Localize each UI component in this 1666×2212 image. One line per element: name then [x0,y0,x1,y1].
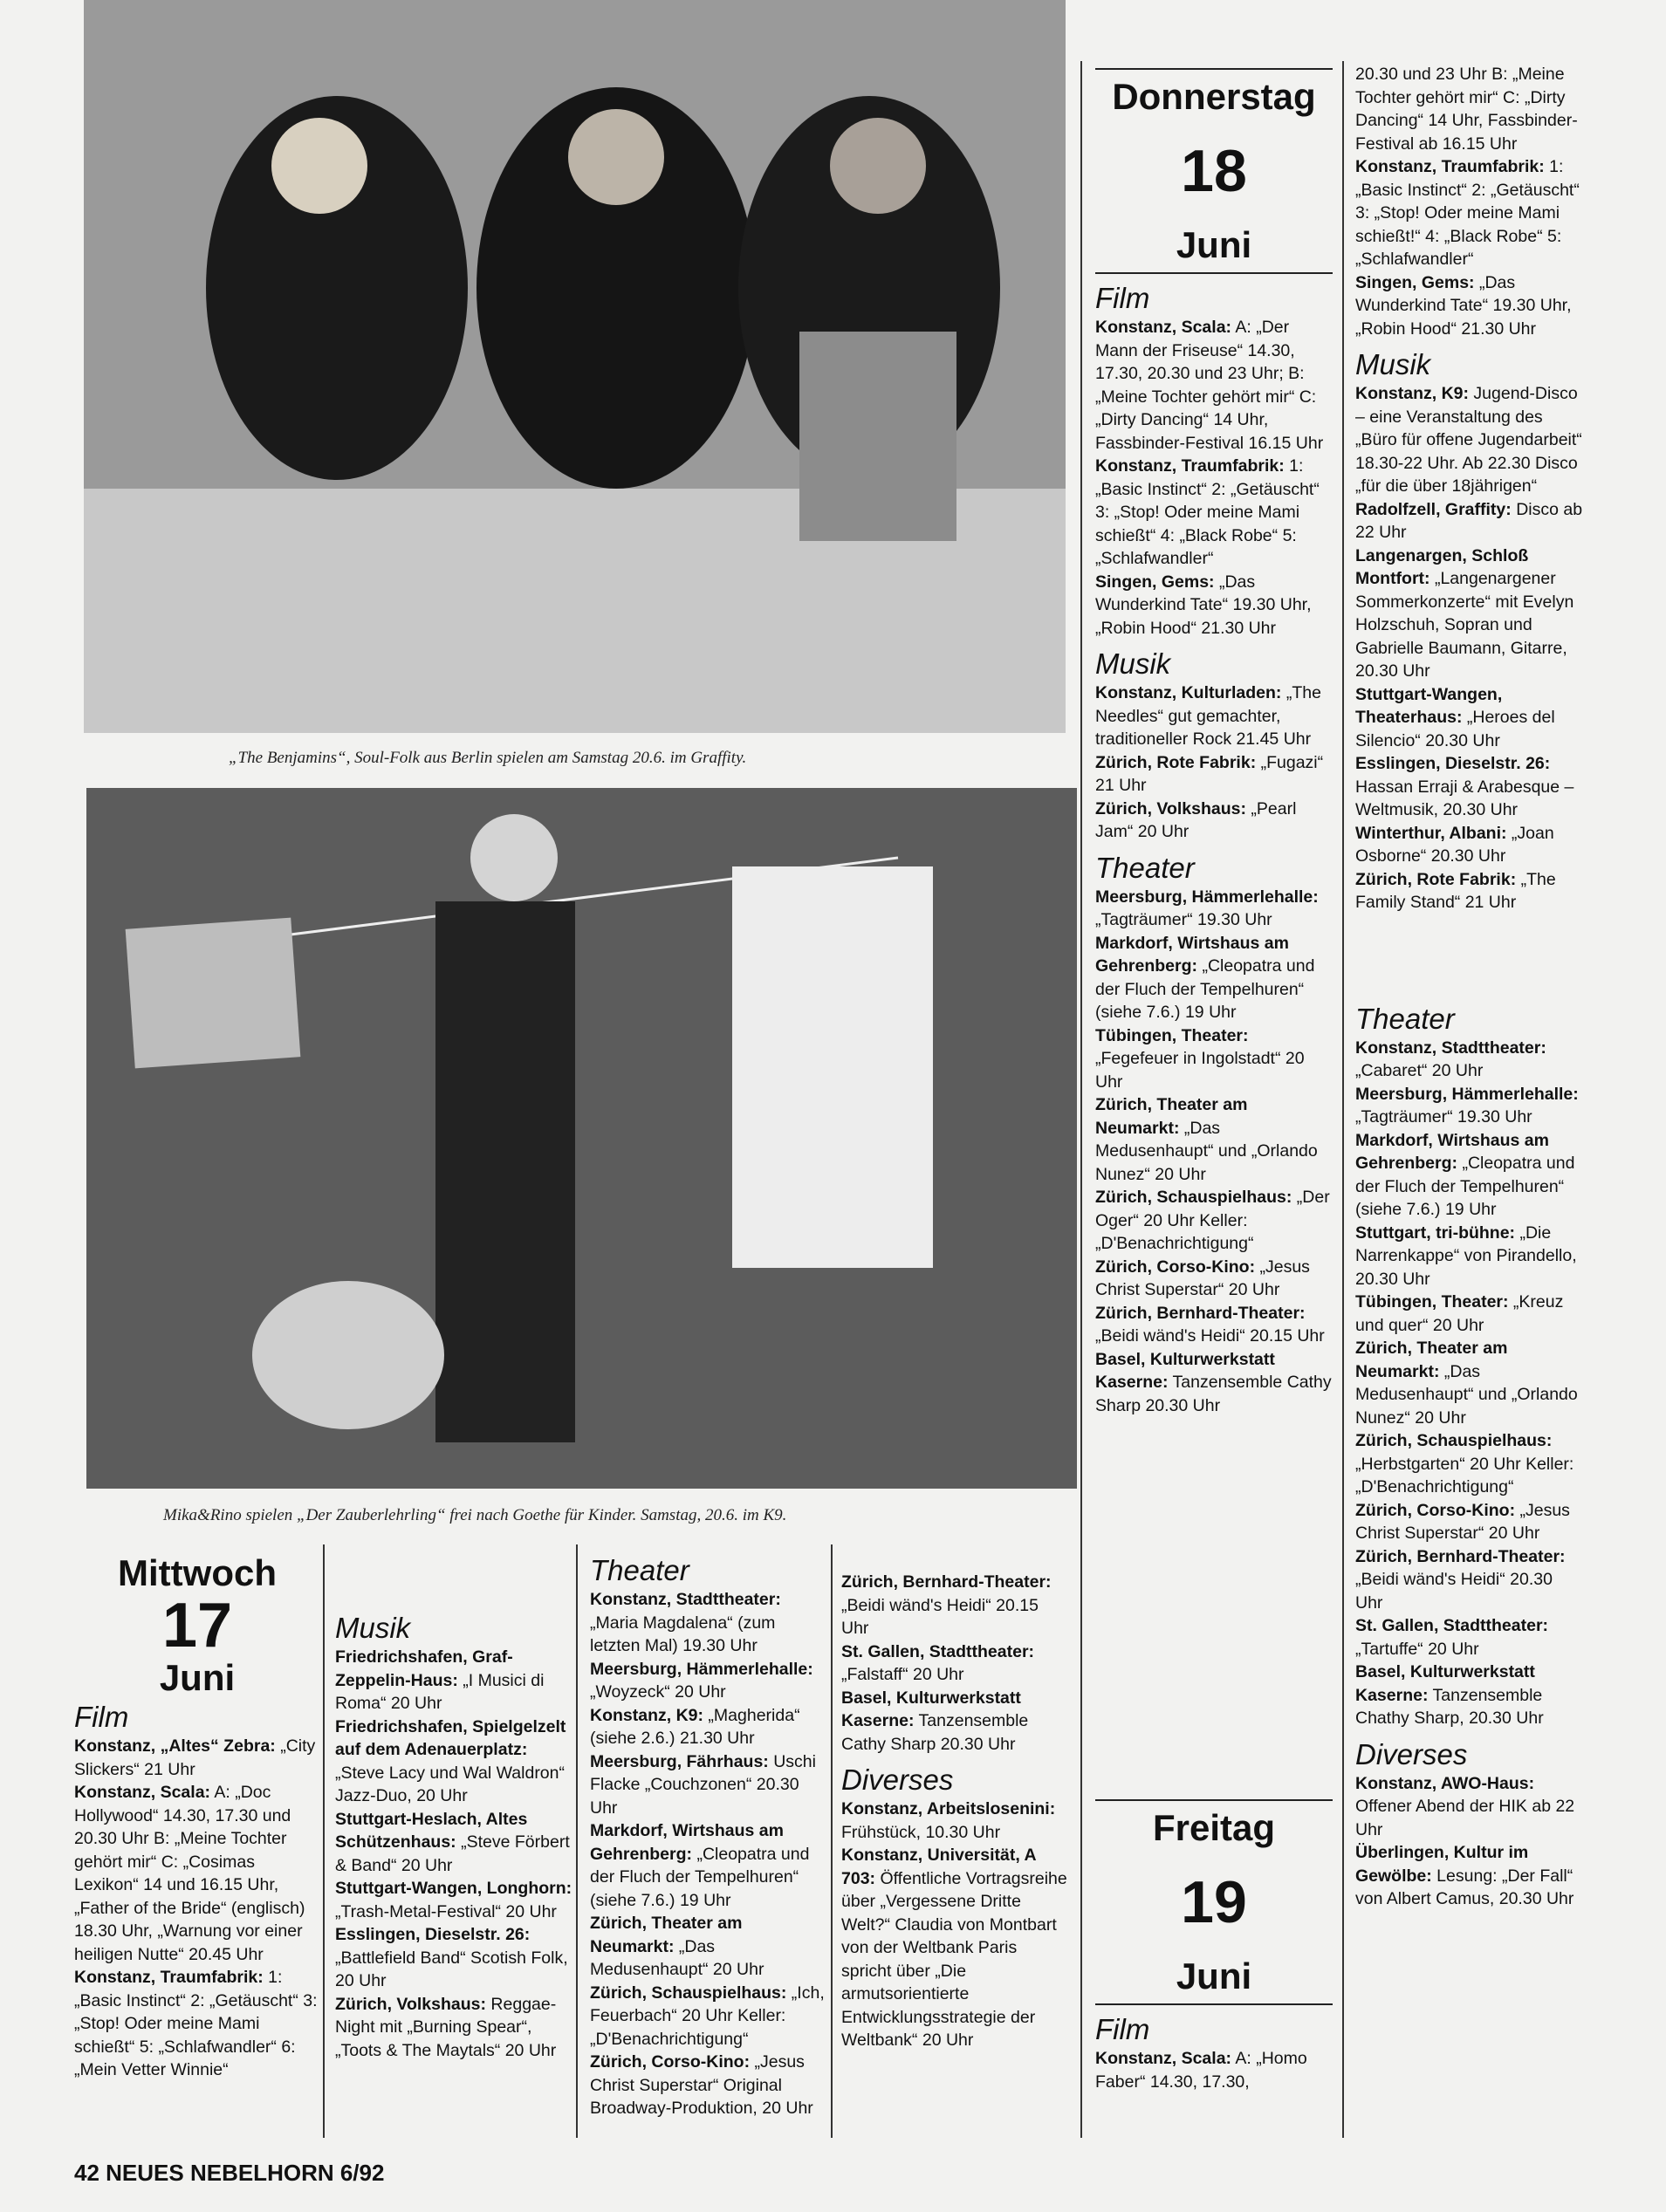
venue: Friedrichshafen, Spielgelzelt auf dem Adenauerplatz: [335,1716,566,1759]
column-friday-header [1095,1794,1333,2093]
listing-item [590,1982,827,2051]
event-text: „Maria Magdalena“ (zum letzten Mal) 19.30 Uhr [590,1613,776,1655]
month-label: Juni [159,1657,236,1698]
listing-list [74,1735,320,2082]
venue: Radolfzell, Graffity: [1355,499,1512,519]
event-text: „Der Oger“ 20 Uhr Keller: „D'Benachrichtigung“ [1095,1188,1330,1253]
section-theater: Theater [1095,851,1195,884]
photo-mika-rino [86,788,1077,1489]
listing-item [590,1588,827,1658]
event-text: Disco ab 22 Uhr [1355,499,1583,542]
event-text: Uschi Flacke „Couchzonen“ 20.30 Uhr [590,1751,816,1818]
event-text: „Tartuffe“ 20 Uhr [1355,1639,1479,1659]
day-header-friday [1095,1806,1333,1998]
event-text: Lesung: „Der Fall“ von Albert Camus, 20.30 Uhr [1355,1866,1574,1908]
listing-item [1095,681,1333,751]
event-text: „Das Wunderkind Tate“ 19.30 Uhr, „Robin Hood“ 21.30 Uhr [1095,572,1312,638]
event-text: A: „Doc Hollywood“ 14.30, 17.30 und 20.30 Uhr B: „Meine Tochter gehört mir“ C: „Cosimas Lexikon“ 14 und 16.15 Uhr, „Father of the Bride“ (englisch) 18.30 Uhr, „Warnung vor einer heiligen Nutte“ 20.45 Uhr [74,1783,305,1964]
event-text: „Tagträumer“ 19.30 Uhr [1095,910,1272,929]
event-text: „Beidi wänd's Heidi“ 20.15 Uhr [841,1595,1039,1638]
venue: Stuttgart, tri-bühne: [1355,1222,1516,1243]
listing-item [1095,316,1333,455]
venue: Konstanz, Kulturladen: [1095,683,1282,702]
venue: Zürich, Bernhard-Theater: [1095,1303,1306,1323]
column-divider [323,1544,325,2138]
venue: Zürich, Bernhard-Theater: [841,1572,1052,1592]
listing-item [1355,271,1584,341]
column-friday [1355,63,1584,1911]
event-text: Hassan Erraji & Arabesque – Weltmusik, 20.30 Uhr [1355,777,1574,819]
event-text: „Tagträumer“ 19.30 Uhr [1355,1107,1532,1127]
column-divider [1342,61,1344,2138]
column-wednesday-diverses [841,1571,1070,2052]
venue: Singen, Gems: [1095,572,1215,592]
venue: Meersburg, Hämmerlehalle: [1355,1084,1579,1104]
listing-item [1355,155,1584,271]
listing-item [1355,1772,1584,1842]
listing-item [590,1750,827,1820]
venue: Konstanz, Arbeitslosenini: [841,1799,1056,1818]
listing-item [1095,2047,1333,2093]
event-text: „The Family Stand“ 21 Uhr [1355,869,1556,912]
venue: Konstanz, Stadttheater: [590,1590,781,1609]
event-text: Tanzensemble Chathy Sharp, 20.30 Uhr [1355,1685,1544,1728]
event-text: Tanzensemble Cathy Sharp 20.30 Uhr [1095,1373,1332,1415]
venue: Stuttgart-Heslach, Altes Schützenhaus: [335,1809,528,1852]
photo-mika-rino-graphic [86,788,1077,1489]
day-name: Freitag [1152,1807,1276,1848]
event-text: „Beidi wänd's Heidi“ 20.30 Uhr [1355,1570,1553,1613]
photo-the-benjamins [84,0,1066,733]
venue: Konstanz, Stadttheater: [1355,1038,1546,1058]
venue: Konstanz, AWO-Haus: [1355,1773,1535,1793]
column-thursday [1095,63,1333,1417]
venue: Zürich, Theater am Neumarkt: [590,1914,743,1956]
venue: Zürich, Bernhard-Theater: [1355,1546,1566,1566]
event-text: „Cleopatra und der Fluch der Tempelhuren“ (siehe 7.6.) 19 Uhr [1355,1154,1575,1219]
venue: Zürich, Corso-Kino: [1095,1257,1256,1277]
event-text: „Fugazi“ 21 Uhr [1095,752,1324,795]
listing-item [1095,751,1333,798]
event-text: „Fegefeuer in Ingolstadt“ 20 Uhr [1095,1049,1305,1092]
section-theater: Theater [1355,1002,1455,1035]
venue: Zürich, Rote Fabrik: [1355,869,1517,889]
day-name: Donnerstag [1112,76,1316,117]
event-text: Öffentliche Vortragsreihe über „Vergessene Dritte Welt?“ Claudia von Montbart von der Weltbank Paris spricht über „Die armutsorientierte Entwicklungsstrategie der Weltbank“ 20 Uhr [841,1868,1067,2050]
listing-item [1355,1291,1584,1337]
venue: Esslingen, Dieselstr. 26: [335,1925,531,1944]
venue: Friedrichshafen, Graf-Zeppelin-Haus: [335,1647,513,1690]
venue: Basel, Kulturwerkstatt Kaserne: [841,1688,1021,1730]
divider [1095,272,1333,274]
venue: Konstanz, Traumfabrik: [1355,157,1545,176]
section-film: Film [1095,282,1150,314]
listing-item [335,1993,572,2063]
listing-item [590,1704,827,1750]
venue: Tübingen, Theater: [1095,1025,1249,1045]
listing-item [1355,1499,1584,1545]
bottom-photo-caption: Mika&Rino spielen „Der Zauberlehrling“ frei nach Goethe für Kinder. Samstag, 20.6. im K9. [163,1506,787,1524]
listing-item [1355,544,1584,683]
listing-item [1095,1256,1333,1302]
event-text: „Steve Förbert & Band“ 20 Uhr [335,1832,570,1875]
day-number: 17 [161,1591,233,1661]
listing-item [841,1844,1070,2052]
section-musik: Musik [335,1612,411,1644]
venue: Zürich, Volkshaus: [1095,798,1247,818]
listing-item [841,1687,1070,1757]
venue: Meersburg, Fährhaus: [590,1751,769,1771]
listing-item [590,2051,827,2120]
venue: Esslingen, Dieselstr. 26: [1355,754,1551,773]
event-text: „Herbstgarten“ 20 Uhr Keller: „D'Benachrichtigung“ [1355,1454,1574,1496]
listing-item [1355,1841,1584,1911]
event-text: „Heroes del Silencio“ 20.30 Uhr [1355,708,1555,750]
venue: Zürich, Rote Fabrik: [1095,752,1257,772]
listing-item [1095,1093,1333,1186]
venue: Zürich, Schauspielhaus: [1355,1431,1553,1450]
event-text: „Langenargener Sommerkonzerte“ mit Evelyn Holzschuh, Sopran und Gabrielle Baumann, Gitarre, 20.30 Uhr [1355,569,1574,681]
venue: Winterthur, Albani: [1355,823,1507,843]
listing-item [590,1658,827,1704]
event-text: „Das Medusenhaupt“ und „Orlando Nunez“ 20 Uhr [1355,1361,1578,1428]
column-divider [1080,61,1082,2138]
column-wednesday-theater [590,1553,827,2120]
venue: Markdorf, Wirtshaus am Gehrenberg: [590,1821,784,1864]
venue: Basel, Kulturwerkstatt Kaserne: [1095,1349,1275,1392]
venue: Zürich, Schauspielhaus: [590,1983,787,2003]
listing-item [1095,455,1333,571]
listing-item [335,1877,572,1923]
listing-item [841,1571,1070,1640]
divider [1095,2003,1333,2005]
column-divider [831,1544,833,2138]
listing-item [1355,1222,1584,1291]
listing-item [1095,1348,1333,1418]
event-text: 1: „Basic Instinct“ 2: „Getäuscht“ 3: „Stop! Oder meine Mami schießt!“ 4: „Black Robe“ 5: „Schlafwandler“ [1355,157,1580,269]
top-photo-caption: „The Benjamins“, Soul-Folk aus Berlin spielen am Samstag 20.6. im Graffity. [229,749,747,767]
listing-item [74,1781,320,1966]
event-text: 1: „Basic Instinct“ 2: „Getäuscht“ 3: „Stop! Oder meine Mami schießt“ 4: „Black Robe“ 5: „Schlafwandler“ [1095,456,1320,568]
listing-item [335,1923,572,1993]
event-text: „Pearl Jam“ 20 Uhr [1095,798,1297,841]
event-text: „Jesus Christ Superstar“ 20 Uhr [1095,1257,1310,1299]
event-text: „City Slickers“ 21 Uhr [74,1736,316,1779]
section-film: Film [74,1701,129,1733]
event-text: „Ich, Feuerbach“ 20 Uhr Keller: „D'Benachrichtigung“ [590,1983,825,2049]
month-label: Juni [1176,224,1252,265]
venue: Konstanz, Traumfabrik: [74,1968,264,1987]
event-text: „Jesus Christ Superstar“ 20 Uhr [1355,1500,1570,1543]
event-text: „Jesus Christ Superstar“ Original Broadway-Produktion, 20 Uhr [590,2052,813,2118]
listing-item [1355,1614,1584,1661]
day-header-wednesday [74,1551,320,1700]
event-text: „The Needles“ gut gemachter, traditioneller Rock 21.45 Uhr [1095,683,1321,749]
column-wednesday-musik [335,1604,572,2062]
divider [1095,1799,1333,1801]
listing-item [1355,868,1584,914]
venue: Zürich, Theater am Neumarkt: [1355,1339,1508,1381]
listing-item [1355,382,1584,498]
venue: Konstanz, Universität, A 703: [841,1846,1036,1888]
listing-item [335,1715,572,1808]
venue: Konstanz, K9: [1355,384,1470,403]
listing-item [1095,1302,1333,1348]
venue: Konstanz, „Altes“ Zebra: [74,1736,276,1756]
listing-item [1095,1186,1333,1256]
venue: Überlingen, Kultur im Gewölbe: [1355,1843,1529,1886]
event-text: Frühstück, 10.30 Uhr [841,1822,1001,1842]
event-text: „Das Wunderkind Tate“ 19.30 Uhr, „Robin Hood“ 21.30 Uhr [1355,272,1572,339]
listing-item [335,1646,572,1715]
divider [1095,68,1333,70]
event-text: „Joan Osborne“ 20.30 Uhr [1355,823,1554,866]
listing-item [1355,498,1584,544]
venue: Langenargen, Schloß Montfort: [1355,545,1529,588]
event-text: „Das Medusenhaupt“ und „Orlando Nunez“ 20 Uhr [1095,1118,1318,1184]
listing-item [590,1912,827,1982]
venue: St. Gallen, Stadttheater: [1355,1616,1549,1635]
listing-item [841,1798,1070,1844]
listing-item [1355,752,1584,822]
event-text: A: „Der Mann der Friseuse“ 14.30, 17.30, 20.30 und 23 Uhr; B: „Meine Tochter gehört mir“ C: „Dirty Dancing“ 14 Uhr, Fassbinder-Festival 16.15 Uhr [1095,318,1324,453]
listing-item [1355,683,1584,753]
event-text: „Woyzeck“ 20 Uhr [590,1682,726,1702]
listing-item [1355,822,1584,868]
venue: Konstanz, Traumfabrik: [1095,456,1285,476]
event-text: „Cabaret“ 20 Uhr [1355,1061,1484,1080]
venue: Zürich, Corso-Kino: [590,2052,751,2072]
venue: Konstanz, Scala: [1095,318,1232,337]
listing-item [1355,1545,1584,1615]
event-text: „Falstaff“ 20 Uhr [841,1665,964,1684]
event-text: „Battlefield Band“ Scotish Folk, 20 Uhr [335,1948,568,1990]
page-footer: 42 NEUES NEBELHORN 6/92 [74,2160,385,2186]
venue: Stuttgart-Wangen, Theaterhaus: [1355,684,1503,727]
event-text: „Die Narrenkappe“ von Pirandello, 20.30 Uhr [1355,1222,1577,1289]
venue: Zürich, Theater am Neumarkt: [1095,1095,1248,1138]
event-text: „Kreuz und quer“ 20 Uhr [1355,1292,1564,1335]
event-text: A: „Homo Faber“ 14.30, 17.30, [1095,2049,1307,2092]
event-text: Jugend-Disco – eine Veranstaltung des „Büro für offene Jugendarbeit“ 18.30-22 Uhr. Ab 22.30 Disco „für die über 18jährigen“ [1355,384,1582,496]
day-number: 19 [1181,1869,1247,1935]
column-wednesday [74,1551,320,2082]
column-divider [576,1544,578,2138]
event-text: „Das Medusenhaupt“ 20 Uhr [590,1936,764,1979]
listing-item [74,1735,320,1781]
event-text: Offener Abend der HIK ab 22 Uhr [1355,1797,1575,1839]
event-text: „Beidi wänd's Heidi“ 20.15 Uhr [1095,1326,1325,1346]
section-musik: Musik [1355,348,1431,380]
event-text: 1: „Basic Instinct“ 2: „Getäuscht“ 3: „Stop! Oder meine Mami schießt“ 5: „Schlafwandler“ 6: „Mein Vetter Winnie“ [74,1968,318,2079]
venue: Konstanz, Scala: [1095,2049,1232,2068]
event-text: Reggae-Night mit „Burning Spear“, „Toots & The Maytals“ 20 Uhr [335,1994,557,2060]
event-text: 20.30 und 23 Uhr B: „Meine Tochter gehört mir“ C: „Dirty Dancing“ 14 Uhr, Fassbinder-Festival ab 16.15 Uhr [1355,65,1578,154]
listing-item [1095,932,1333,1024]
listing-item [1095,798,1333,844]
event-text: „I Musici di Roma“ 20 Uhr [335,1670,545,1713]
listing-item [1355,1129,1584,1222]
venue: Zürich, Volkshaus: [335,1994,487,2014]
venue: Markdorf, Wirtshaus am Gehrenberg: [1355,1130,1549,1173]
event-text: „Trash-Metal-Festival“ 20 Uhr [335,1901,557,1921]
section-film: Film [1095,2013,1150,2045]
listing-item [1355,1429,1584,1499]
venue: Zürich, Corso-Kino: [1355,1500,1516,1520]
venue: Stuttgart-Wangen, Longhorn: [335,1879,572,1898]
listing-item [1355,1037,1584,1083]
listing-item [590,1819,827,1912]
venue: Singen, Gems: [1355,272,1475,292]
day-number: 18 [1181,138,1247,204]
event-text: „Steve Lacy und Wal Waldron“ Jazz-Duo, 20 Uhr [335,1763,565,1805]
listing-item [1355,63,1584,155]
event-text: „Cleopatra und der Fluch der Tempelhuren“ (siehe 7.6.) 19 Uhr [590,1844,810,1910]
event-text: „Magherida“ (siehe 2.6.) 21.30 Uhr [590,1705,800,1748]
venue: Meersburg, Hämmerlehalle: [1095,887,1319,907]
section-musik: Musik [1095,647,1171,680]
listing-item [841,1640,1070,1687]
event-text: Tanzensemble Cathy Sharp 20.30 Uhr [841,1711,1029,1754]
section-diverses: Diverses [1355,1737,1468,1770]
venue: Basel, Kulturwerkstatt Kaserne: [1355,1662,1535,1705]
listing-item [1095,1024,1333,1094]
listing-item [1355,1337,1584,1429]
listing-item [1355,1083,1584,1129]
venue: Tübingen, Theater: [1355,1292,1509,1311]
listing-item [1355,1661,1584,1730]
venue: Konstanz, K9: [590,1705,704,1725]
photo-benjamins-graphic [84,0,1066,733]
section-theater: Theater [590,1554,689,1586]
venue: Konstanz, Scala: [74,1783,211,1802]
day-name: Mittwoch [118,1552,277,1593]
day-header-thursday [1095,75,1333,267]
venue: St. Gallen, Stadttheater: [841,1641,1035,1661]
event-text: „Cleopatra und der Fluch der Tempelhuren“ (siehe 7.6.) 19 Uhr [1095,956,1315,1022]
listing-item [74,1966,320,2082]
listing-item [1095,886,1333,932]
venue: Meersburg, Hämmerlehalle: [590,1659,813,1679]
listing-item [1095,571,1333,640]
venue: Markdorf, Wirtshaus am Gehrenberg: [1095,933,1289,976]
venue: Zürich, Schauspielhaus: [1095,1188,1292,1207]
section-diverses: Diverses [841,1763,954,1796]
month-label: Juni [1176,1955,1252,1996]
listing-item [335,1808,572,1878]
